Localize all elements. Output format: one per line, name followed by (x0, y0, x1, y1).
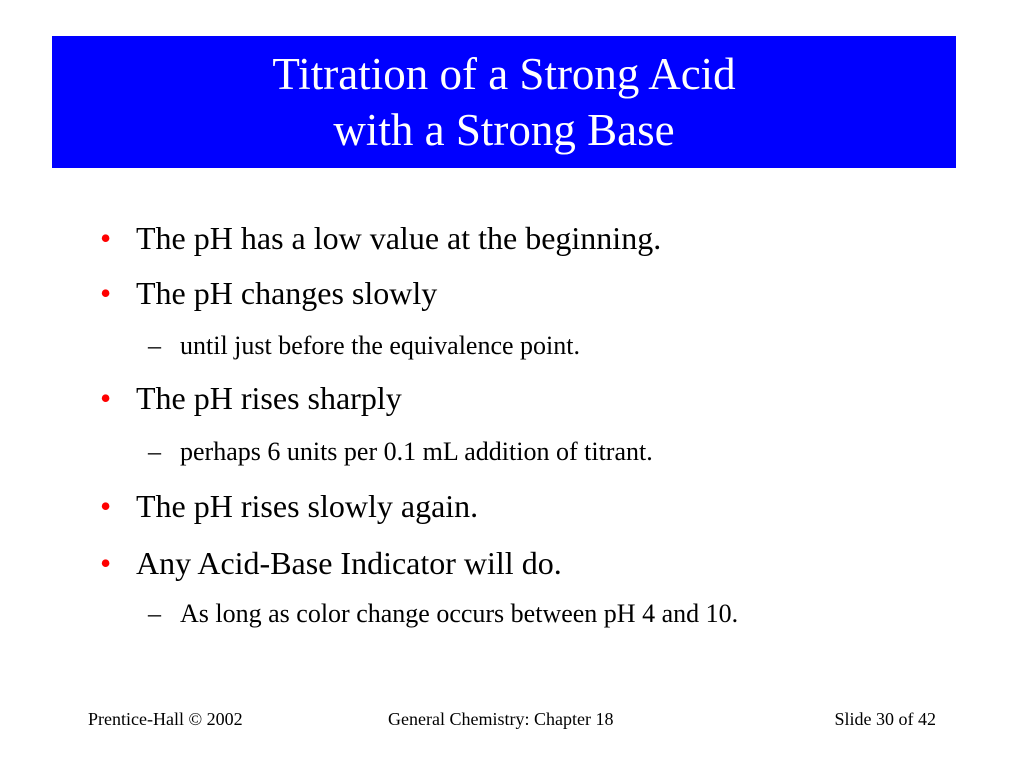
slide-title-line-2: with a Strong Base (333, 105, 675, 155)
bullet-text: The pH rises slowly again. (136, 488, 479, 524)
bullet-marker: • (100, 545, 112, 581)
bullet-marker: • (100, 488, 112, 524)
footer-copyright: Prentice-Hall © 2002 (88, 709, 243, 729)
footer-chapter: General Chemistry: Chapter 18 (388, 709, 614, 729)
bullet-marker: • (100, 275, 112, 311)
bullet-text: Any Acid-Base Indicator will do. (136, 545, 562, 581)
bullet-text: The pH has a low value at the beginning. (136, 220, 662, 256)
dash-marker: – (148, 331, 161, 360)
bullet-text: The pH rises sharply (136, 380, 402, 416)
dash-marker: – (148, 599, 161, 628)
sub-bullet-text: As long as color change occurs between pH 4 and 10. (180, 599, 739, 628)
bullet-marker: • (100, 220, 112, 256)
slide-title-line-1: Titration of a Strong Acid (272, 49, 736, 99)
bullet-marker: • (100, 380, 112, 416)
sub-bullet-text: until just before the equivalence point. (180, 331, 580, 360)
bullet-text: The pH changes slowly (136, 275, 438, 311)
dash-marker: – (148, 437, 161, 466)
sub-bullet-text: perhaps 6 units per 0.1 mL addition of titrant. (180, 437, 653, 466)
footer-slide-number: Slide 30 of 42 (834, 709, 936, 729)
